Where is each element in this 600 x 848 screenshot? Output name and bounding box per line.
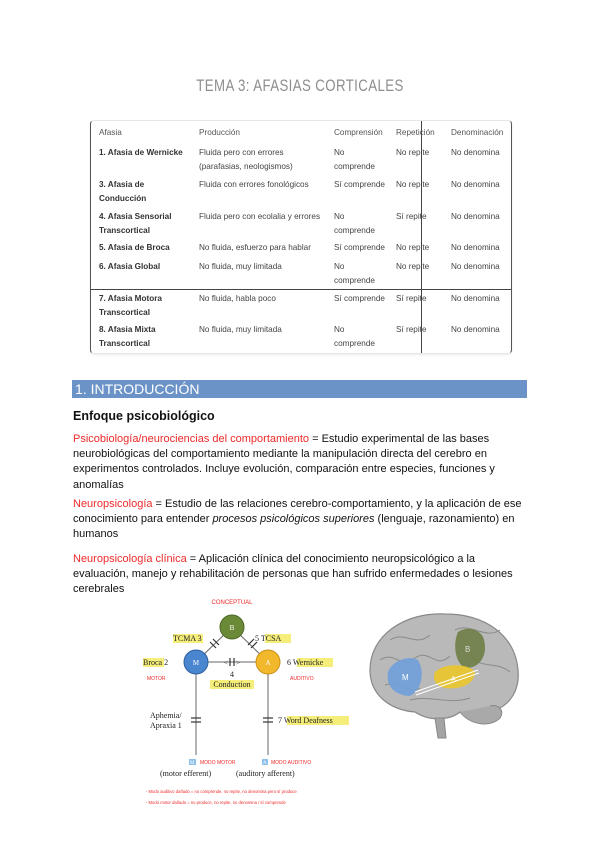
cell-repeticion: No repite xyxy=(396,180,430,189)
section-heading-bar xyxy=(72,380,527,398)
cell-repeticion: No repite xyxy=(396,148,430,157)
cell-afasia: 5. Afasia de Broca xyxy=(99,243,170,252)
label-broca: Broca 2 xyxy=(143,658,169,667)
label-auditivo: AUDITIVO xyxy=(290,676,314,682)
cell-comprension: Sí comprende xyxy=(334,180,385,189)
definition-text: Estudio experimental de las bases xyxy=(321,433,490,445)
label-modo-auditivo: MODO AUDITIVO xyxy=(271,760,312,766)
paragraph-neuropsicologia xyxy=(73,497,533,543)
cell-produccion: Fluida pero con ecolalia y errores xyxy=(199,212,321,221)
cell-produccion: Fluida con errores fonológicos xyxy=(199,180,309,189)
label-modo-motor: MODO MOTOR xyxy=(200,760,236,766)
header-afasia: Afasia xyxy=(99,128,122,137)
cell-afasia: 1. Afasia de Wernicke xyxy=(99,148,183,157)
lichtheim-diagram xyxy=(140,590,355,820)
aphasia-table xyxy=(90,120,512,354)
header-repeticion: Repetición xyxy=(396,128,435,137)
page-title: TEMA 3: AFASIAS CORTICALES xyxy=(196,76,404,95)
label-a-code: A xyxy=(263,761,267,766)
cell-produccion: (parafasias, neologismos) xyxy=(199,162,293,171)
definition-text: Estudio de las relaciones cerebro-comportamiento, y la aplicación de ese xyxy=(165,498,522,510)
equals-sign: = xyxy=(152,498,166,510)
italic-phrase: procesos psicológicos superiores xyxy=(212,513,375,526)
cell-comprension: comprende xyxy=(334,162,375,171)
node-b-label: B xyxy=(229,624,235,632)
region-b-label: B xyxy=(465,645,471,654)
definition-text: experimentos controlados. Incluye evolución, comparación entre especies, funciones y xyxy=(73,463,495,476)
definition-text: Aplicación clínica del conocimiento neuropsicológico a la xyxy=(198,553,476,565)
cell-afasia: Transcortical xyxy=(99,226,150,235)
cell-afasia: Transcortical xyxy=(99,339,150,348)
definition-text: humanos xyxy=(73,528,119,541)
cell-denominacion: No denomina xyxy=(451,262,500,271)
cell-denominacion: No denomina xyxy=(451,325,500,334)
label-conceptual: CONCEPTUAL xyxy=(211,600,253,606)
cell-denominacion: No denomina xyxy=(451,243,500,252)
cell-repeticion: Sí repite xyxy=(396,294,427,303)
header-denominacion: Denominación xyxy=(451,128,504,137)
cell-denominacion: No denomina xyxy=(451,294,500,303)
cell-afasia: Conducción xyxy=(99,194,147,203)
definition-text: anomalías xyxy=(73,478,124,491)
cell-denominacion: No denomina xyxy=(451,148,500,157)
cell-comprension: comprende xyxy=(334,276,375,285)
label-tcma: TCMA 3 xyxy=(173,634,202,643)
node-a-label: A xyxy=(265,659,271,667)
cell-afasia: 4. Afasia Sensorial xyxy=(99,212,172,221)
cell-repeticion: Sí repite xyxy=(396,212,427,221)
cell-denominacion: No denomina xyxy=(451,180,500,189)
term-psicobiologia: Psicobiología/neurociencias del comportamiento xyxy=(73,433,310,445)
term-neuropsicologia-clinica: Neuropsicología clínica xyxy=(73,553,187,565)
label-conduction: Conduction xyxy=(213,680,251,689)
cell-comprension: Sí comprende xyxy=(334,294,385,303)
svg-text:<: < xyxy=(224,659,228,667)
paragraph-psicobiologia xyxy=(73,432,533,493)
cell-comprension: comprende xyxy=(334,339,375,348)
cell-produccion: No fluida, muy limitada xyxy=(199,262,282,271)
note-modo-auditivo: - Modo auditivo dañado = no comprende, no repite, no denomina pero sí produce xyxy=(146,789,297,794)
definition-text: cerebrales xyxy=(73,583,125,596)
label-aphemia: Aphemia/ xyxy=(150,711,182,720)
cell-comprension: No xyxy=(334,325,345,334)
equals-sign: = xyxy=(186,553,199,565)
cell-comprension: No xyxy=(334,212,345,221)
cell-produccion: No fluida, muy limitada xyxy=(199,325,282,334)
label-apraxia: Apraxia 1 xyxy=(150,721,182,730)
label-m-code: M xyxy=(190,761,195,766)
equals-sign: = xyxy=(309,433,322,445)
cell-afasia: Transcortical xyxy=(99,308,150,317)
definition-text: (lenguaje, razonamiento) en xyxy=(374,513,515,526)
cell-repeticion: No repite xyxy=(396,262,430,271)
cell-produccion: No fluida, habla poco xyxy=(199,294,276,303)
section-heading: 1. INTRODUCCIÓN xyxy=(75,381,200,397)
table-divider xyxy=(91,289,511,290)
region-m-label: M xyxy=(402,673,409,682)
label-motor: MOTOR xyxy=(147,676,166,682)
label-tcsa: 5 TCSA xyxy=(255,634,282,643)
cell-denominacion: No denomina xyxy=(451,212,500,221)
cell-repeticion: No repite xyxy=(396,243,430,252)
label-four: 4 xyxy=(230,670,234,679)
subheading: Enfoque psicobiológico xyxy=(73,409,215,423)
definition-text: neurobiológicas del comportamiento mediante la manipulación directa del cerebro en xyxy=(73,448,487,461)
header-comprension: Comprensión xyxy=(334,128,383,137)
label-word-deafness: 7 Word Deafness xyxy=(278,716,333,725)
node-m-label: M xyxy=(192,659,200,667)
brain-illustration xyxy=(360,600,525,740)
cell-afasia: 7. Afasia Motora xyxy=(99,294,162,303)
note-modo-motor: - Modo motor dañado = no produce, no repite, no denomina / sí comprende xyxy=(146,800,286,805)
cell-produccion: No fluida, esfuerzo para hablar xyxy=(199,243,311,252)
cell-afasia: 8. Afasia Mixta xyxy=(99,325,156,334)
cell-afasia: 6. Afasia Global xyxy=(99,262,161,271)
term-neuropsicologia: Neuropsicología xyxy=(73,498,153,510)
header-produccion: Producción xyxy=(199,128,240,137)
definition-text: evaluación, manejo y rehabilitación de personas que han sufrido enfermedades o lesiones xyxy=(73,568,513,581)
label-auditory-afferent: (auditory afferent) xyxy=(236,769,295,778)
cell-comprension: No xyxy=(334,148,345,157)
cell-comprension: No xyxy=(334,262,345,271)
svg-text:>: > xyxy=(236,659,240,667)
definition-text: conocimiento para entender xyxy=(73,513,213,526)
cell-comprension: comprende xyxy=(334,226,375,235)
region-a-label: A xyxy=(451,676,456,683)
cell-repeticion: Sí repite xyxy=(396,325,427,334)
cell-afasia: 3. Afasia de xyxy=(99,180,145,189)
label-motor-efferent: (motor efferent) xyxy=(160,769,212,778)
cell-produccion: Fluida pero con errores xyxy=(199,148,284,157)
cell-comprension: Sí comprende xyxy=(334,243,385,252)
label-wernicke: 6 Wernicke xyxy=(287,658,324,667)
